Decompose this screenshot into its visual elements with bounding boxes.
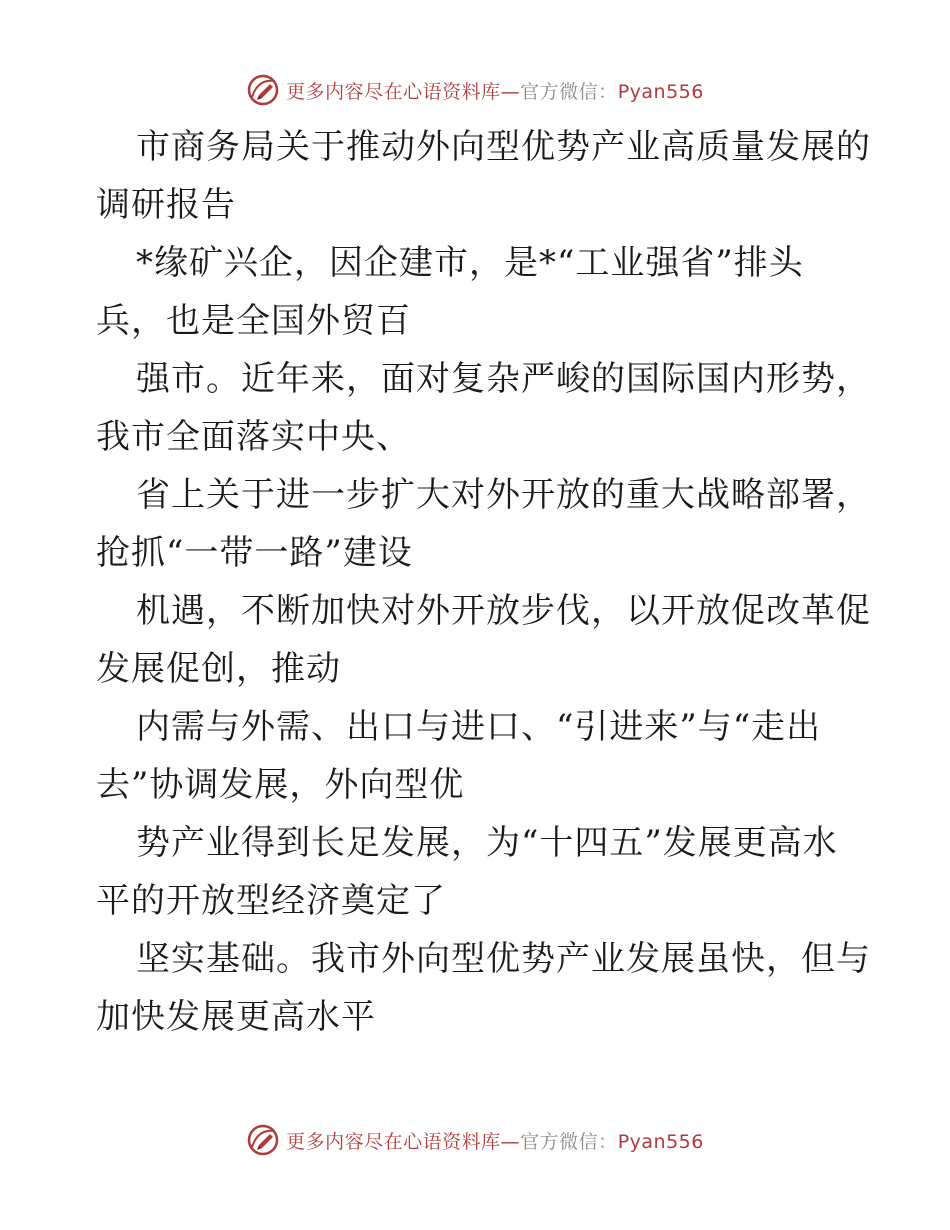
document-line: 省上关于进一步扩大对外开放的重大战略部署， [136,475,871,515]
document-line: 势产业得到长足发展，为“十四五”发展更高水 [136,823,838,863]
document-line: 我市全面落实中央、 [96,417,411,457]
watermark-official: 官方微信： [520,1130,618,1153]
document-line: 市商务局关于推动外向型优势产业高质量发展的 [136,127,871,167]
footer-watermark [0,1120,950,1160]
document-line: 内需与外需、出口与进口、“引进来”与“走出 [136,707,822,747]
document-line: 发展促创，推动 [96,649,341,689]
pen-logo-icon [246,1123,280,1157]
document-line: 坚实基础。我市外向型优势产业发展虽快，但与 [136,939,871,979]
watermark-text [286,77,704,104]
watermark-id: Pyan556 [617,1130,704,1153]
watermark-id: Pyan556 [617,80,704,103]
watermark-dash: — [500,1130,521,1153]
document-line: 强市。近年来，面对复杂严峻的国际国内形势， [136,359,871,399]
document-line: *缘矿兴企，因企建市，是*“工业强省”排头 [136,243,804,283]
document-line: 平的开放型经济奠定了 [96,881,446,921]
document-line: 抢抓“一带一路”建设 [96,533,413,573]
header-watermark [0,70,950,110]
watermark-official: 官方微信： [520,80,618,103]
watermark-dash: — [500,80,521,103]
document-line: 兵，也是全国外贸百 [96,301,411,341]
document-body [96,118,871,1046]
watermark-main: 更多内容尽在心语资料库 [286,1130,501,1153]
document-line: 机遇，不断加快对外开放步伐，以开放促改革促 [136,591,871,631]
document-line: 加快发展更高水平 [96,997,376,1037]
watermark-text [286,1127,704,1154]
pen-logo-icon [246,73,280,107]
document-line: 调研报告 [96,185,236,225]
document-line: 去”协调发展，外向型优 [96,765,465,805]
watermark-main: 更多内容尽在心语资料库 [286,80,501,103]
